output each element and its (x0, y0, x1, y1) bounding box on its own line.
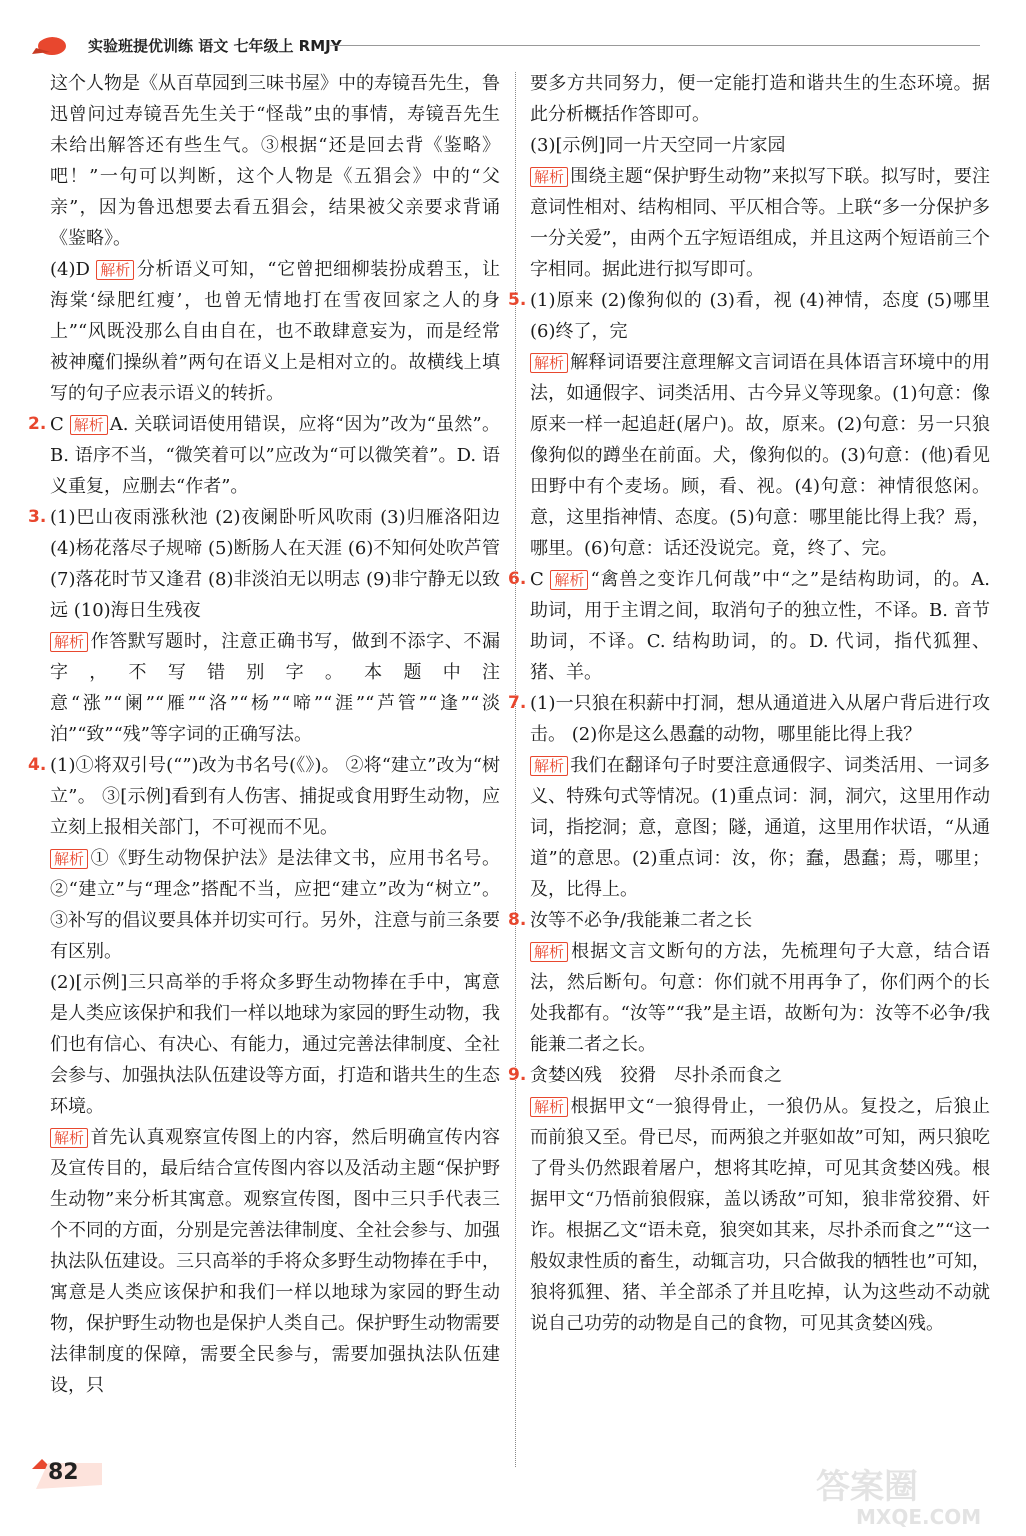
answer-text: 贪婪凶残 狡猾 尽扑杀而食之 (530, 1065, 782, 1086)
paragraph (530, 936, 990, 1060)
answer-text: (1)巴山夜雨涨秋池 (2)夜阑卧听风吹雨 (3)归雁洛阳边 (4)杨花落尽子规啼 (5)断肠人在天涯 (6)不知何处吹芦管 (7)落花时节又逢君 (8)非淡泊无以明志 (9)非宁静无以致远 (10)海日生残夜 (50, 507, 500, 621)
analysis-tag: 解析 (550, 570, 588, 590)
page-header (30, 28, 980, 60)
answer-text: (1)原来 (2)像狗似的 (3)看，视 (4)神情，态度 (5)哪里 (6)终了，完 (530, 290, 990, 342)
answer-text: 汝等不必争/我能兼二者之长 (530, 910, 753, 931)
question-item (508, 905, 990, 1060)
analysis-text: A. 关联词语使用错误，应将“因为”改为“虽然”。B. 语序不当，“微笑着可以”应改为“可以微笑着”。D. 语义重复，应删去“作者”。 (50, 414, 500, 497)
paragraph (50, 254, 500, 409)
analysis-tag: 解析 (50, 632, 88, 652)
paragraph (530, 161, 990, 285)
analysis-tag: 解析 (50, 849, 88, 869)
analysis-tag: 解析 (50, 1128, 88, 1148)
question-number: 9. (508, 1065, 527, 1085)
answer-text: (1)①将双引号(“”)改为书名号(《》)。 ②将“建立”改为“树立”。 ③[示例]看到有人伤害、捕捉或食用野生动物，应立刻上报相关部门，不可视而不见。 (50, 755, 500, 838)
watermark-url: MXQE.COM (856, 1505, 982, 1529)
paragraph: 要多方共同努力，便一定能打造和谐共生的生态环境。据此分析概括作答即可。 (530, 73, 990, 125)
analysis-tag: 解析 (96, 260, 134, 280)
answer-lead: C (530, 569, 544, 590)
header-rule (330, 45, 980, 46)
question-number: 7. (508, 693, 527, 713)
analysis-text: 首先认真观察宣传图上的内容，然后明确宣传内容及宣传目的，最后结合宣传图内容以及活动主题“保护野生动物”来分析其寓意。观察宣传图，图中三只手代表三个不同的方面，分别是完善法律制度、全社会参与、加强执法队伍建设。三只高举的手将众多野生动物捧在手中，寓意是人类应该保护和我们一样以地球为家园的野生动物，保护野生动物也是保护人类自己。保护野生动物需要法律制度的保障，需要全民参与，需要加强执法队伍建设，只 (50, 1127, 500, 1396)
question-number: 5. (508, 290, 527, 310)
watermark-logo (796, 1460, 1006, 1530)
question-number: 2. (28, 414, 47, 434)
question-item (508, 285, 990, 564)
answer-text: (2)[示例]三只高举的手将众多野生动物捧在手中，寓意是人类应该保护和我们一样以地球为家园的野生动物，我们也有信心、有决心、有能力，通过完善法律制度、全社会参与、加强执法队伍建设等方面，打造和谐共生的生态环境。 (50, 972, 500, 1117)
left-column (28, 68, 500, 1401)
paragraph (530, 347, 990, 564)
watermark-title: 答案圈 (816, 1467, 918, 1507)
analysis-text: 我们在翻译句子时要注意通假字、词类活用、一词多义、特殊句式等情况。(1)重点词：洞，洞穴，这里用作动词，指挖洞；意，意图；隧，通道，这里用作状语，“从通道”的意思。(2)重点词：汝，你；蠢，愚蠢；焉，哪里；及，比得上。 (530, 755, 990, 900)
analysis-text: 分析语义可知，“它曾把细柳装扮成碧玉，让海棠‘绿肥红瘦’，也曾无情地打在雪夜回家之人的身上”“风既没那么自由自在，也不敢肆意妄为，而是经常被神魔们操纵着”两句在语义上是相对立的。故横线上填写的句子应表示语义的转折。 (50, 259, 500, 404)
analysis-tag: 解析 (530, 756, 568, 776)
column-divider (515, 72, 516, 1467)
question-item (28, 502, 500, 750)
analysis-text: 解释词语要注意理解文言词语在具体语言环境中的用法，如通假字、词类活用、古今异义等现象。(1)句意：像原来一样一起追赶(屠户)。故，原来。(2)句意：另一只狼像狗似的蹲坐在前面。犬，像狗似的。(3)句意：(他)看见田野中有个麦场。顾，看、视。(4)句意：神情很悠闲。意，这里指神情、态度。(5)句意：哪里能比得上我？焉，哪里。(6)句意：话还没说完。竟，终了、完。 (530, 352, 990, 559)
analysis-tag: 解析 (70, 415, 108, 435)
paragraph (530, 564, 990, 688)
book-logo-icon (30, 28, 76, 58)
question-number: 3. (28, 507, 47, 527)
paragraph (50, 409, 500, 502)
analysis-text: 根据甲文“一狼得骨止，一狼仍从。复投之，后狼止而前狼又至。骨已尽，而两狼之并驱如故”可知，两只狼吃了骨头仍然跟着屠户，想将其吃掉，可见其贪婪凶残。根据甲文“乃悟前狼假寐，盖以诱敌”可知，狼非常狡猾、奸诈。根据乙文“语未竟，狼突如其来，尽扑杀而食之”“这一般奴隶性质的畜生，动辄言功，只合做我的牺牲也”可知，狼将狐狸、猪、羊全部杀了并且吃掉，认为这些动不动就说自己功劳的动物是自己的食物，可见其贪婪凶残。 (530, 1096, 990, 1334)
question-number: 8. (508, 910, 527, 930)
book-title: 实验班提优训练 语文 七年级上 RMJY (88, 37, 342, 55)
question-number: 4. (28, 755, 47, 775)
question-number: 6. (508, 569, 527, 589)
answer-text: (3)[示例]同一片天空同一片家园 (530, 135, 786, 156)
paragraph (530, 750, 990, 905)
answer-lead: C (50, 414, 64, 435)
analysis-tag: 解析 (530, 167, 568, 187)
answer-text: (1)一只狼在积薪中打洞，想从通道进入从屠户背后进行攻击。 (2)你是这么愚蠢的动物，哪里能比得上我？ (530, 693, 990, 745)
question-item (28, 409, 500, 502)
answer-lead: (4)D (50, 259, 90, 280)
paragraph (50, 1122, 500, 1401)
analysis-text: “禽兽之变诈几何哉”中“之”是结构助词，的。A. 助词，用于主谓之间，取消句子的独立性，不译。B. 音节助词，不译。C. 结构助词，的。D. 代词，指代狐狸、猪、羊。 (530, 569, 990, 683)
page-footer (30, 1455, 110, 1489)
page-number: 82 (48, 1460, 79, 1485)
question-item (508, 564, 990, 688)
paragraph (50, 843, 500, 967)
analysis-tag: 解析 (530, 942, 568, 962)
paragraph (50, 626, 500, 750)
right-column (508, 68, 990, 1339)
analysis-tag: 解析 (530, 353, 568, 373)
paragraph (530, 1091, 990, 1339)
analysis-text: 围绕主题“保护野生动物”来拟写下联。拟写时，要注意词性相对、结构相同、平仄相合等。上联“多一分保护多一分关爱”，由两个五字短语组成，并且这两个短语前三个字相同。据此进行拟写即可。 (530, 166, 990, 280)
analysis-tag: 解析 (530, 1097, 568, 1117)
analysis-text: 根据文言文断句的方法，先梳理句子大意，结合语法，然后断句。句意：你们就不用再争了，你们两个的长处我都有。“汝等”“我”是主语，故断句为：汝等不必争/我能兼二者之长。 (530, 941, 990, 1055)
analysis-text: 作答默写题时，注意正确书写，做到不添字、不漏字，不写错别字。本题中注意“涨”“阑”“雁”“洛”“杨”“啼”“涯”“芦管”“逢”“淡泊”“致”“残”等字词的正确写法。 (50, 631, 500, 745)
question-item (28, 750, 500, 1401)
analysis-text: ①《野生动物保护法》是法律文书，应用书名号。②“建立”与“理念”搭配不当，应把“建立”改为“树立”。③补写的倡议要具体并切实可行。另外，注意与前三条要有区别。 (50, 848, 500, 962)
paragraph: 这个人物是《从百草园到三味书屋》中的寿镜吾先生，鲁迅曾问过寿镜吾先生关于“怪哉”虫的事情，寿镜吾先生未给出解答还有些生气。③根据“还是回去背《鉴略》吧！”一句可以判断，这个人物是《五猖会》中的“父亲”，因为鲁迅想要去看五猖会，结果被父亲要求背诵《鉴略》。 (50, 73, 500, 249)
question-item (508, 688, 990, 905)
question-item (508, 1060, 990, 1339)
